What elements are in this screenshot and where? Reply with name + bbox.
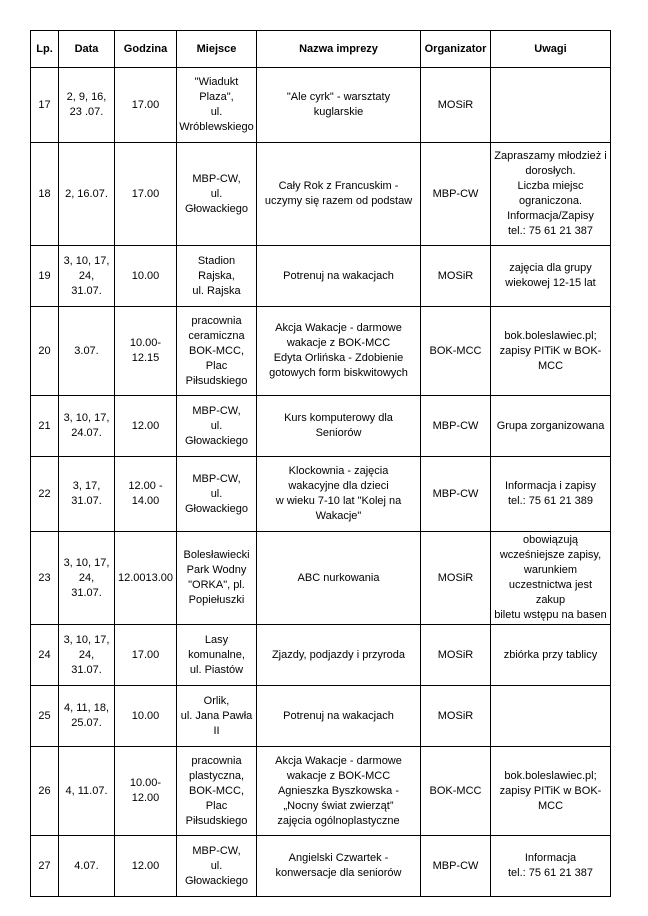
cell-nazwa: Potrenuj na wakacjach xyxy=(257,246,421,307)
cell-data: 3, 10, 17, 24, 31.07. xyxy=(59,625,115,686)
cell-nazwa: Angielski Czwartek - konwersacje dla seniorów xyxy=(257,836,421,897)
cell-godzina: 10.00 xyxy=(115,686,177,747)
cell-organizator: MBP-CW xyxy=(421,836,491,897)
cell-nazwa: "Ale cyrk" - warsztaty kuglarskie xyxy=(257,68,421,143)
cell-godzina: 10.00- 12.15 xyxy=(115,307,177,396)
cell-uwagi: Grupa zorganizowana xyxy=(491,396,611,457)
cell-godzina: 12.00 xyxy=(115,396,177,457)
cell-data: 4, 11.07. xyxy=(59,747,115,836)
cell-lp: 22 xyxy=(31,457,59,532)
table-row xyxy=(31,457,611,532)
cell-uwagi: Informacja tel.: 75 61 21 387 xyxy=(491,836,611,897)
cell-miejsce: Lasy komunalne, ul. Piastów xyxy=(177,625,257,686)
header-uwagi: Uwagi xyxy=(491,31,611,68)
cell-lp: 18 xyxy=(31,143,59,246)
header-miejsce: Miejsce xyxy=(177,31,257,68)
table-row xyxy=(31,143,611,246)
cell-organizator: BOK-MCC xyxy=(421,307,491,396)
cell-nazwa: Zjazdy, podjazdy i przyroda xyxy=(257,625,421,686)
cell-nazwa: Potrenuj na wakacjach xyxy=(257,686,421,747)
cell-miejsce: Orlik, ul. Jana Pawła II xyxy=(177,686,257,747)
cell-data: 2, 9, 16, 23 .07. xyxy=(59,68,115,143)
cell-uwagi: Zapraszamy młodzież i dorosłych. Liczba miejsc ograniczona. Informacja/Zapisy tel.: 75 61 21 387 xyxy=(491,143,611,246)
table-row xyxy=(31,68,611,143)
cell-data: 3.07. xyxy=(59,307,115,396)
table-row xyxy=(31,747,611,836)
cell-organizator: BOK-MCC xyxy=(421,747,491,836)
cell-data: 3, 10, 17, 24.07. xyxy=(59,396,115,457)
table-row xyxy=(31,307,611,396)
cell-lp: 17 xyxy=(31,68,59,143)
cell-lp: 19 xyxy=(31,246,59,307)
cell-data: 4.07. xyxy=(59,836,115,897)
table-row xyxy=(31,246,611,307)
cell-uwagi: zajęcia dla grupy wiekowej 12-15 lat xyxy=(491,246,611,307)
cell-nazwa: Cały Rok z Francuskim - uczymy się razem od podstaw xyxy=(257,143,421,246)
cell-godzina: 17.00 xyxy=(115,625,177,686)
cell-nazwa: Akcja Wakacje - darmowe wakacje z BOK-MCC Agnieszka Byszkowska - „Nocny świat zwierząt” zajęcia ogólnoplastyczne xyxy=(257,747,421,836)
cell-data: 3, 17, 31.07. xyxy=(59,457,115,532)
cell-organizator: MBP-CW xyxy=(421,143,491,246)
table-row xyxy=(31,532,611,625)
table-row xyxy=(31,836,611,897)
cell-uwagi xyxy=(491,68,611,143)
schedule-table xyxy=(30,30,611,897)
cell-nazwa: Klockownia - zajęcia wakacyjne dla dzieci w wieku 7-10 lat "Kolej na Wakacje" xyxy=(257,457,421,532)
cell-godzina: 12.0013.00 xyxy=(115,532,177,625)
header-lp: Lp. xyxy=(31,31,59,68)
cell-nazwa: Kurs komputerowy dla Seniorów xyxy=(257,396,421,457)
cell-organizator: MOSiR xyxy=(421,532,491,625)
cell-data: 2, 16.07. xyxy=(59,143,115,246)
cell-organizator: MBP-CW xyxy=(421,457,491,532)
cell-organizator: MOSiR xyxy=(421,68,491,143)
cell-lp: 23 xyxy=(31,532,59,625)
cell-uwagi: zbiórka przy tablicy xyxy=(491,625,611,686)
cell-miejsce: MBP-CW, ul. Głowackiego xyxy=(177,396,257,457)
cell-godzina: 17.00 xyxy=(115,143,177,246)
cell-miejsce: MBP-CW, ul. Głowackiego xyxy=(177,143,257,246)
table-row xyxy=(31,625,611,686)
header-organizator: Organizator xyxy=(421,31,491,68)
cell-uwagi: bok.boleslawiec.pl; zapisy PITiK w BOK- MCC xyxy=(491,307,611,396)
cell-miejsce: MBP-CW, ul. Głowackiego xyxy=(177,836,257,897)
cell-godzina: 10.00 xyxy=(115,246,177,307)
cell-miejsce: pracownia ceramiczna BOK-MCC, Plac Piłsudskiego xyxy=(177,307,257,396)
cell-lp: 27 xyxy=(31,836,59,897)
cell-lp: 20 xyxy=(31,307,59,396)
cell-organizator: MBP-CW xyxy=(421,396,491,457)
cell-uwagi: Informacja i zapisy tel.: 75 61 21 389 xyxy=(491,457,611,532)
cell-organizator: MOSiR xyxy=(421,246,491,307)
cell-lp: 26 xyxy=(31,747,59,836)
cell-godzina: 12.00 - 14.00 xyxy=(115,457,177,532)
header-godzina: Godzina xyxy=(115,31,177,68)
cell-data: 3, 10, 17, 24, 31.07. xyxy=(59,246,115,307)
cell-uwagi xyxy=(491,686,611,747)
cell-godzina: 17.00 xyxy=(115,68,177,143)
cell-lp: 24 xyxy=(31,625,59,686)
table-row xyxy=(31,686,611,747)
cell-uwagi: bok.boleslawiec.pl; zapisy PITiK w BOK- MCC xyxy=(491,747,611,836)
header-row xyxy=(31,31,611,68)
cell-miejsce: pracownia plastyczna, BOK-MCC, Plac Piłsudskiego xyxy=(177,747,257,836)
cell-organizator: MOSiR xyxy=(421,625,491,686)
cell-miejsce: Bolesławiecki Park Wodny "ORKA", pl. Popiełuszki xyxy=(177,532,257,625)
cell-uwagi: obowiązują wcześniejsze zapisy, warunkiem uczestnictwa jest zakup biletu wstępu na basen xyxy=(491,532,611,625)
cell-data: 3, 10, 17, 24, 31.07. xyxy=(59,532,115,625)
cell-godzina: 12.00 xyxy=(115,836,177,897)
cell-miejsce: "Wiadukt Plaza", ul. Wróblewskiego xyxy=(177,68,257,143)
cell-miejsce: Stadion Rajska, ul. Rajska xyxy=(177,246,257,307)
cell-organizator: MOSiR xyxy=(421,686,491,747)
table-row xyxy=(31,396,611,457)
header-nazwa: Nazwa imprezy xyxy=(257,31,421,68)
header-data: Data xyxy=(59,31,115,68)
cell-miejsce: MBP-CW, ul. Głowackiego xyxy=(177,457,257,532)
cell-godzina: 10.00- 12.00 xyxy=(115,747,177,836)
cell-data: 4, 11, 18, 25.07. xyxy=(59,686,115,747)
cell-lp: 21 xyxy=(31,396,59,457)
cell-nazwa: Akcja Wakacje - darmowe wakacje z BOK-MCC Edyta Orlińska - Zdobienie gotowych form biskwitowych xyxy=(257,307,421,396)
cell-lp: 25 xyxy=(31,686,59,747)
cell-nazwa: ABC nurkowania xyxy=(257,532,421,625)
